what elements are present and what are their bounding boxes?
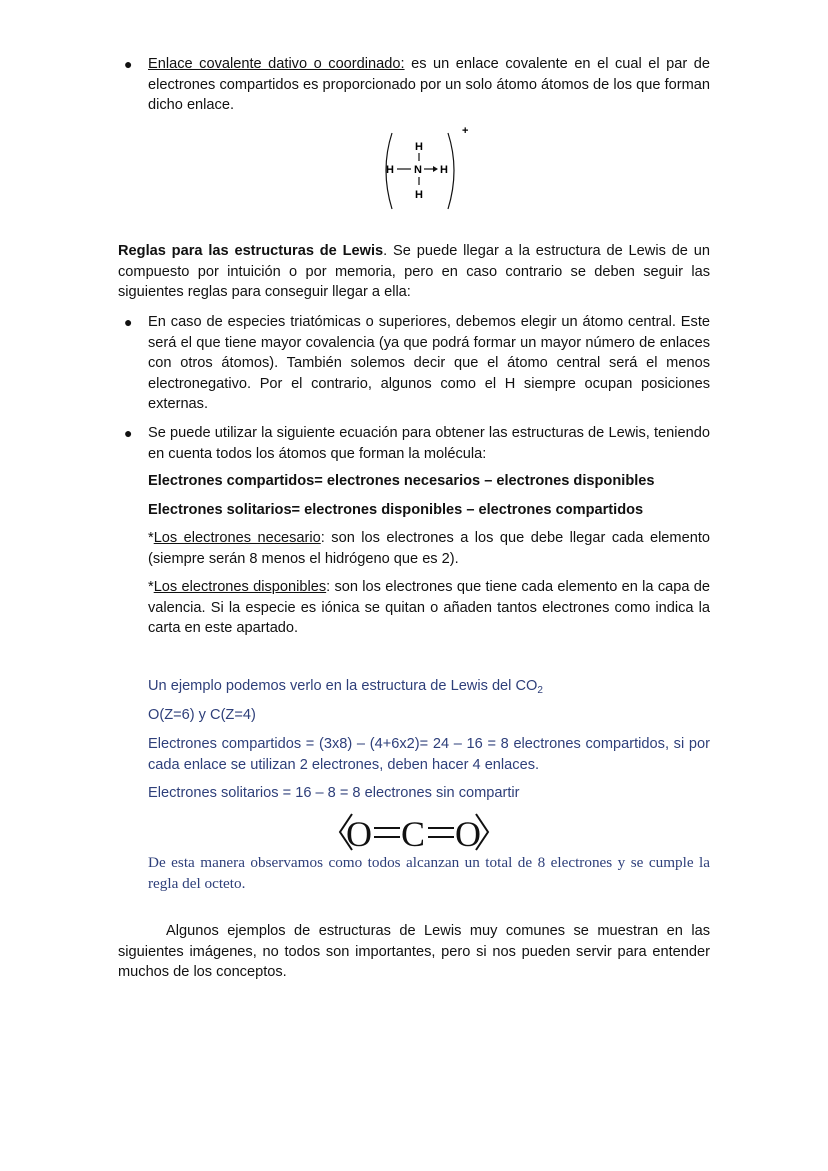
- closing-paragraph: Algunos ejemplos de estructuras de Lewis muy comunes se muestran en las siguientes imágenes, no todos son importantes, pero si nos pueden servir para entender muchos de los conceptos.: [118, 923, 710, 980]
- octet-conclusion: De esta manera observamos como todos alcanzan un total de 8 electrones y se cumple la regla del octeto.: [148, 854, 710, 892]
- left-oxygen: O: [346, 814, 372, 854]
- needed-electrons-note: [148, 528, 710, 569]
- top-hydrogen: H: [415, 141, 423, 153]
- needed-electrons-term: Los electrones necesario: [153, 530, 321, 546]
- available-electrons-note: [148, 577, 710, 639]
- note-asterisk: *: [148, 530, 154, 546]
- lewis-rules-text: . Se puede llegar a la estructura de Lewis de un compuesto por intuición o por memoria, pero en caso contrario se deben seguir las siguientes reglas para conseguir llegar a ella:: [118, 243, 710, 300]
- note-asterisk: *: [148, 579, 154, 595]
- ammonium-structure-figure: [378, 125, 473, 215]
- available-electrons-text: : son los electrones que tiene cada elemento en la capa de valencia. Si la especie es iónica se quitan o añaden tantos electrones como indica la carta en este apartado.: [148, 579, 710, 636]
- equation-bullet-text: Se puede utilizar la siguiente ecuación para obtener las estructuras de Lewis, teniendo en cuenta todos los átomos que forman la molécula:: [148, 425, 710, 462]
- lewis-rules-intro: [118, 241, 710, 303]
- right-oxygen: O: [455, 814, 481, 854]
- lewis-rules-title: Reglas para las estructuras de Lewis: [118, 243, 384, 259]
- right-hydrogen: H: [440, 164, 448, 176]
- shared-equation-text: Electrones compartidos= electrones necesarios – electrones disponibles: [148, 473, 655, 489]
- left-hydrogen: H: [386, 164, 394, 176]
- bullet-icon: ●: [124, 425, 133, 441]
- dative-bond-term: Enlace covalente dativo o coordinado:: [148, 56, 405, 72]
- co2-subscript: 2: [537, 685, 543, 696]
- co2-example-intro-text: Un ejemplo podemos verlo en la estructura de Lewis del CO: [148, 678, 538, 694]
- co2-example-intro: [148, 676, 710, 702]
- lone-electrons-calculation: Electrones solitarios = 16 – 8 = 8 electrones sin compartir: [148, 785, 520, 801]
- lone-electrons-equation: [148, 500, 710, 521]
- arrow-head-icon: [433, 166, 438, 172]
- lone-equation-text: Electrones solitarios= electrones disponibles – electrones compartidos: [148, 502, 644, 518]
- shared-electrons-calculation: Electrones compartidos = (3x8) – (4+6x2)= 24 – 16 = 8 electrones compartidos, si por cada enlace se utilizan 2 electrones, deben hacer 4 enlaces.: [148, 736, 710, 773]
- central-atom-text: En caso de especies triatómicas o superiores, debemos elegir un átomo central. Este será el que tiene mayor covalencia (ya que podrá formar un mayor número de enlaces con otros átomos). También solemos decir que el átomo central será el menos electronegativo. Por el contrario, algunos como el H siempre ocupan posiciones externas.: [148, 314, 710, 412]
- nitrogen-atom: N: [414, 164, 422, 176]
- co2-lewis-structure-figure: [334, 806, 494, 858]
- needed-electrons-text: : son los electrones a los que debe llegar cada elemento (siempre serán 8 menos el hidrógeno que es 2).: [148, 530, 710, 567]
- bullet-icon: ●: [124, 56, 133, 72]
- charge-label: +: [462, 125, 469, 137]
- dative-bond-text: es un enlace covalente en el cual el par de electrones compartidos es proporcionado por un solo átomo átomos de los que forman dicho enlace.: [148, 56, 711, 113]
- bottom-hydrogen: H: [415, 189, 423, 201]
- available-electrons-term: Los electrones disponibles: [153, 579, 327, 595]
- carbon-atom: C: [401, 814, 426, 854]
- shared-electrons-equation: [148, 471, 710, 492]
- bullet-icon: ●: [124, 314, 133, 330]
- atomic-numbers: O(Z=6) y C(Z=4): [148, 707, 256, 723]
- right-bracket-icon: [448, 133, 454, 209]
